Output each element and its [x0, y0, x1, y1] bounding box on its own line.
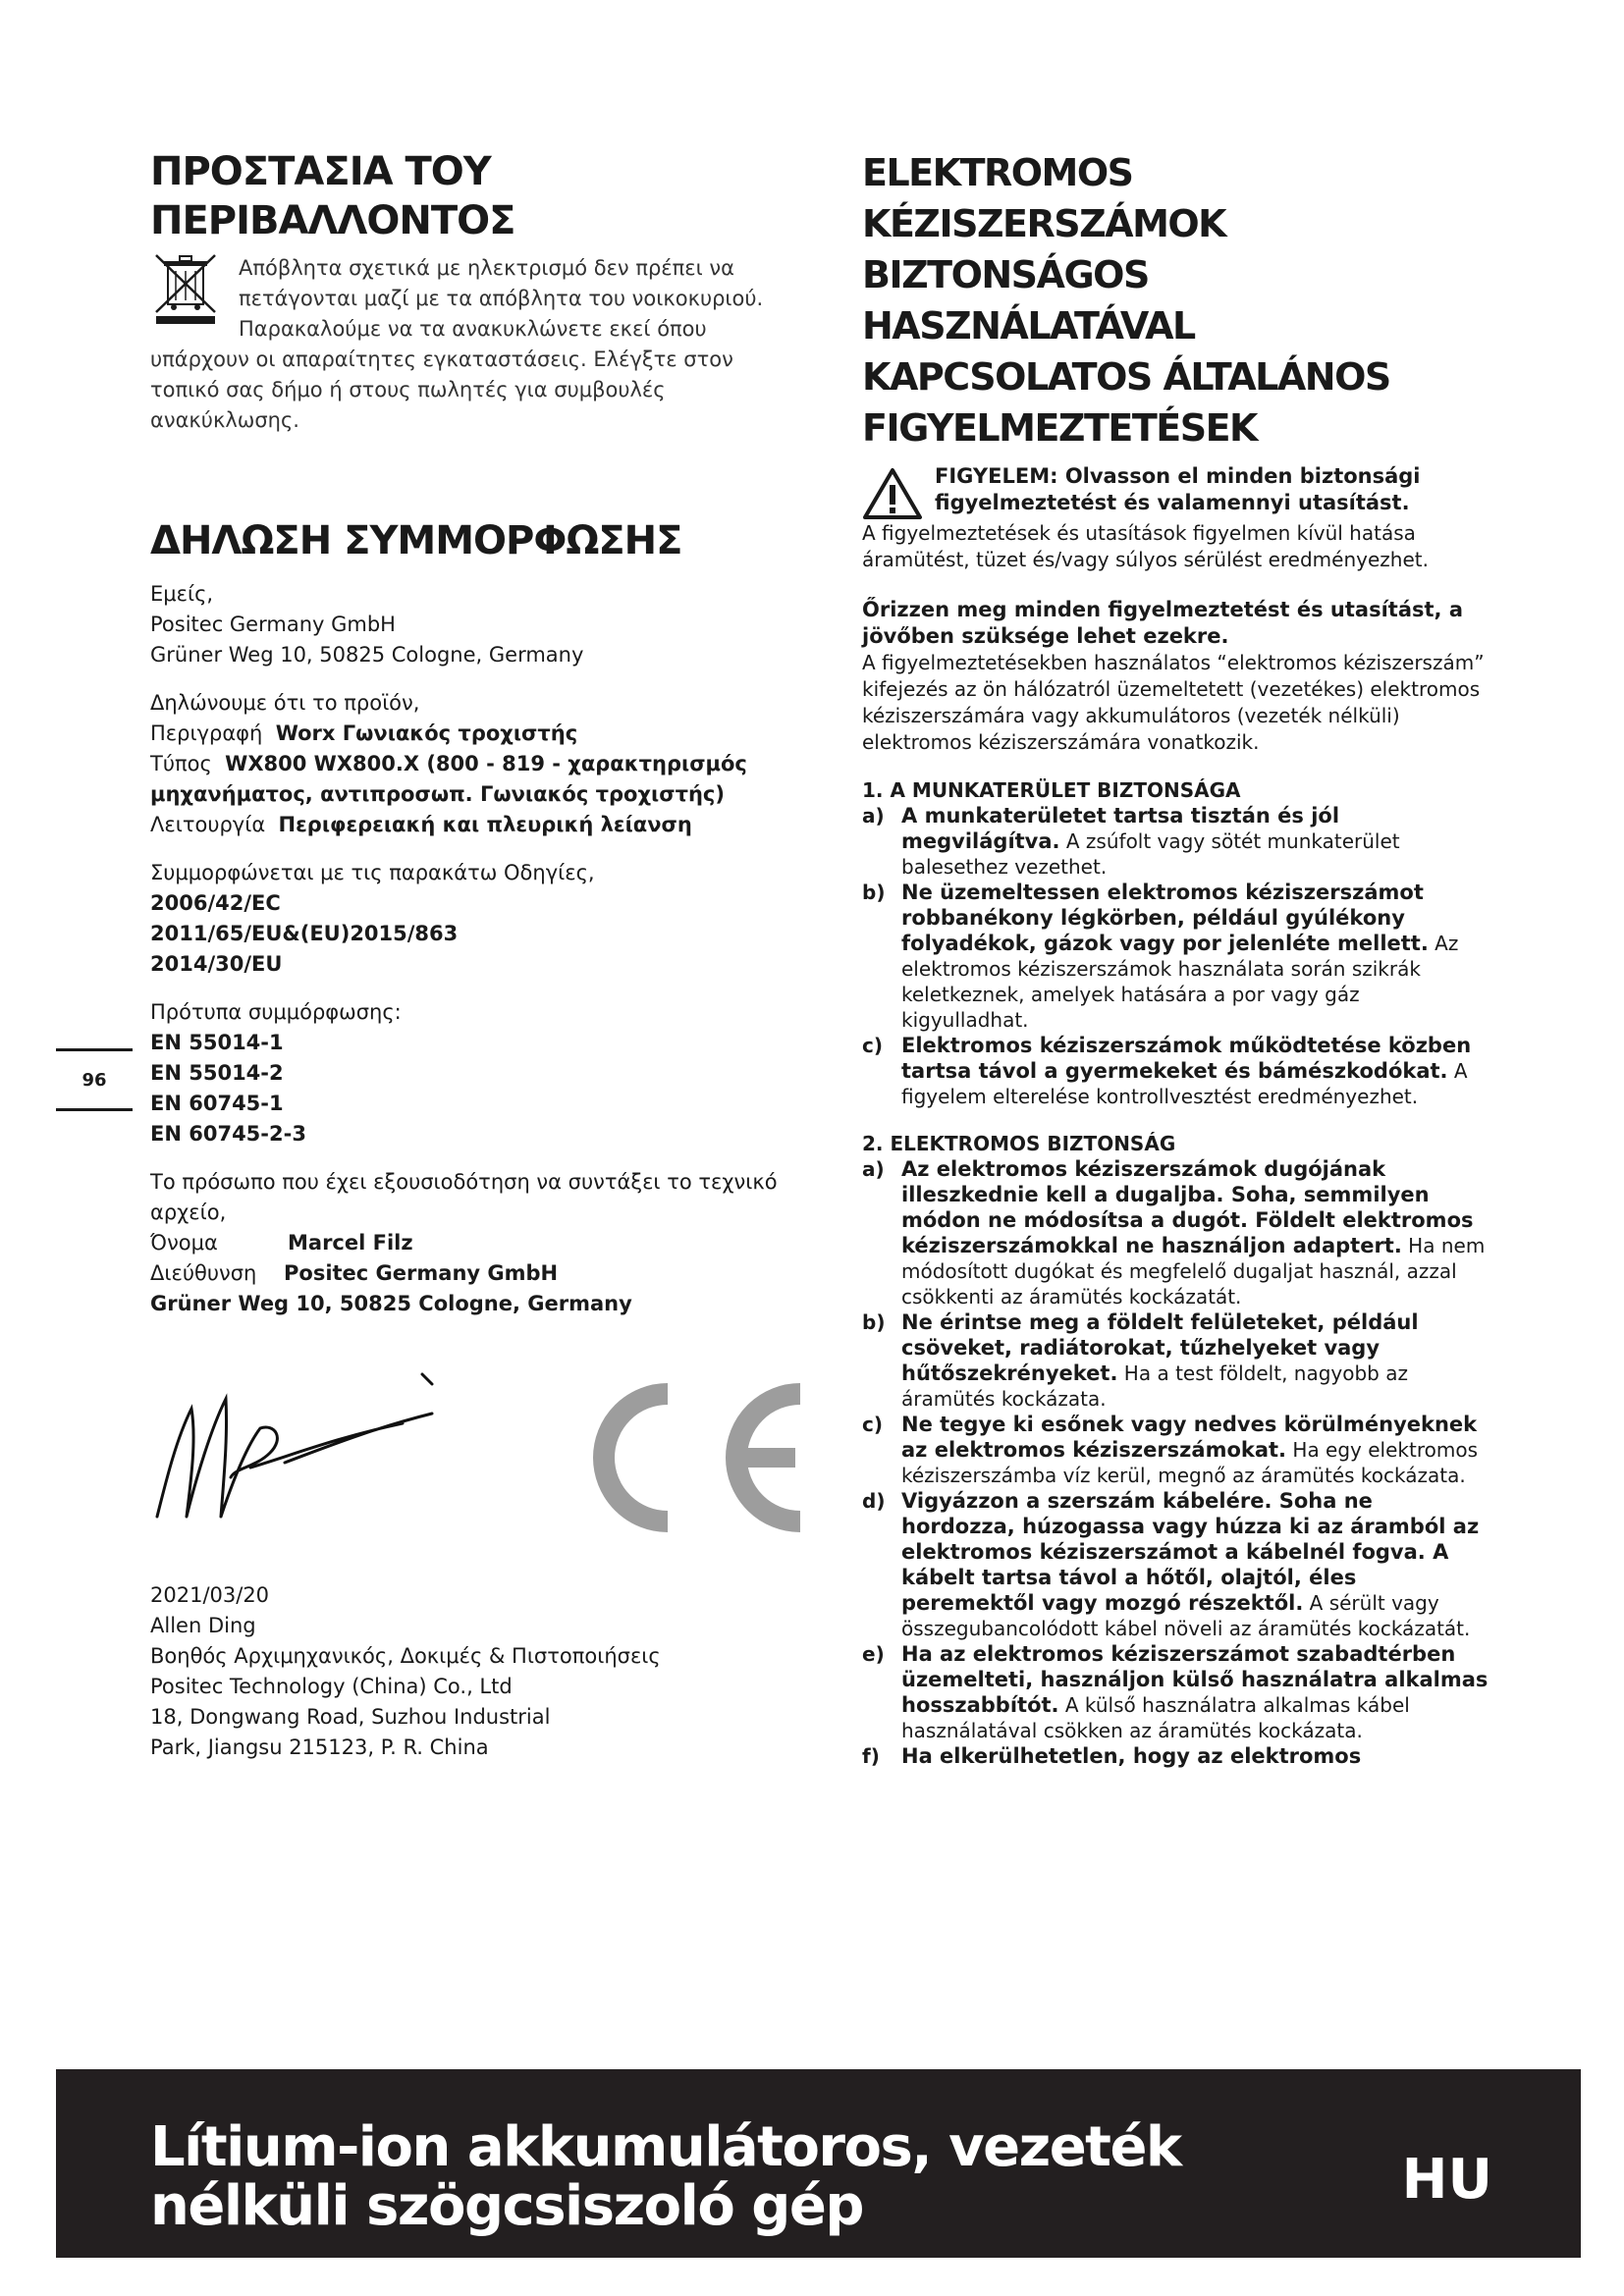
- warning-triangle-icon: [862, 467, 923, 520]
- authorized-text: Το πρόσωπο που έχει εξουσιοδότηση να συντάξει το τεχνικό αρχείο,: [150, 1170, 778, 1224]
- footer-title-line-2: nélküli szögcsiszoló gép: [150, 2174, 863, 2238]
- safety-title-line: KÉZISZERSZÁMOK: [862, 202, 1226, 245]
- list-item: [862, 1309, 1490, 1412]
- item-bold: Ne tegye ki esőnek vagy nedves körülményeknek az elektromos kéziszerszámokat.: [901, 1413, 1478, 1462]
- item-text: Ha nem módosított dugókat és megfelelő dugaljat használ, azzal csökkenti az áramütés kockázatát.: [901, 1234, 1486, 1308]
- item-text: Ha egy elektromos kéziszerszámba víz kerül, megnő az áramütés kockázata.: [901, 1438, 1478, 1487]
- list-item: [862, 1488, 1490, 1641]
- item-bold: Elektromos kéziszerszámok működtetése közben tartsa távol a gyermekeket és bámészkodókat.: [901, 1034, 1472, 1083]
- standards-label: Πρότυπα συμμόρφωσης:: [150, 1000, 402, 1024]
- type-row: [150, 749, 798, 810]
- company-address: Grüner Weg 10, 50825 Cologne, Germany: [150, 643, 584, 667]
- name-label: Όνομα: [150, 1231, 218, 1255]
- page-number: 96: [56, 1048, 133, 1111]
- item-text: A figyelem elterelése kontrollvesztést eredményezhet.: [901, 1059, 1468, 1108]
- address-value-2: Grüner Weg 10, 50825 Cologne, Germany: [150, 1292, 632, 1315]
- item-letter: e): [862, 1642, 885, 1666]
- footer-title-line-1: Lítium-ion akkumulátoros, vezeték: [150, 2115, 1181, 2179]
- item-bold: Vigyázzon a szerszám kábelére. Soha ne hordozza, húzogassa vagy húzza ki az áramból az elektromos kéziszerszámot a kábelnél fogva. A kábelt tartsa távol a hőtől, olajtól, éles peremektől vagy mozgó részektől.: [901, 1489, 1480, 1615]
- right-column: [862, 147, 1490, 1769]
- item-bold: A munkaterületet tartsa tisztán és jól megvilágítva.: [901, 804, 1340, 853]
- item-letter: a): [862, 804, 885, 828]
- we-text: Εμείς,: [150, 582, 214, 606]
- type-value: WX800 WX800.X (800 - 819 - χαρακτηρισμός μηχανήματος, αντιπροσωπ. Γωνιακός τροχιστής): [150, 752, 747, 806]
- item-bold: Ha az elektromos kéziszerszámot szabadtérben üzemelteti, használjon külső használatra alkalmas hosszabbítót.: [901, 1642, 1489, 1717]
- env-title-line-2: ΠΕΡΙΒΑΛΛΟΝΤΟΣ: [150, 198, 515, 243]
- list-item: [862, 1156, 1490, 1309]
- item-letter: f): [862, 1744, 880, 1768]
- language-code: HU: [1401, 2148, 1492, 2212]
- env-title-line-1: ΠΡΟΣΤΑΣΙΑ ΤΟΥ: [150, 149, 491, 194]
- item-letter: c): [862, 1034, 883, 1057]
- section-2-title: 2. ELEKTROMOS BIZTONSÁG: [862, 1132, 1176, 1155]
- section-2: [862, 1131, 1490, 1769]
- list-item: [862, 1412, 1490, 1488]
- item-bold: Az elektromos kéziszerszámok dugójának illeszkednie kell a dugaljba. Soha, semmilyen módon ne módosítsa a dugót. Földelt elektromos kéziszerszámokkal ne használjon adaptert.: [901, 1157, 1474, 1257]
- standard-item: EN 60745-2-3: [150, 1122, 306, 1146]
- declaration-body: [150, 579, 798, 1319]
- description-value: Worx Γωνιακός τροχιστής: [275, 721, 578, 745]
- warning-block: [862, 463, 1490, 573]
- signer-address-1: 18, Dongwang Road, Suzhou Industrial: [150, 1705, 551, 1729]
- directive-item: 2014/30/EU: [150, 952, 283, 976]
- weee-bin-icon: [150, 253, 227, 326]
- item-bold: Ne üzemeltessen elektromos kéziszerszámot robbanékony légkörben, például gyúlékony folyadékok, gázok vagy por jelenléte mellett.: [901, 881, 1429, 955]
- address-value-1: Positec Germany GmbH: [284, 1261, 559, 1285]
- address-row: [150, 1258, 798, 1289]
- item-text: A külső használatra alkalmas kábel használatával csökken az áramütés kockázata.: [901, 1693, 1410, 1742]
- signature-image: [137, 1369, 491, 1526]
- signer-company: Positec Technology (China) Co., Ltd: [150, 1675, 513, 1698]
- item-text: Az elektromos kéziszerszámok használata során szikrák keletkeznek, amelyek hatására a por vagy gáz kigyulladhat.: [901, 932, 1459, 1032]
- item-text: A zsúfolt vagy sötét munkaterület balesethez vezethet.: [901, 829, 1400, 879]
- directive-item: 2006/42/EC: [150, 891, 281, 915]
- signer-role: Βοηθός Αρχιμηχανικός, Δοκιμές & Πιστοποιήσεις: [150, 1644, 661, 1668]
- item-letter: b): [862, 881, 886, 904]
- name-value: Marcel Filz: [288, 1231, 413, 1255]
- footer-band: [56, 2069, 1581, 2258]
- declaration-title: ΔΗΛΩΣΗ ΣΥΜΜΟΡΦΩΣΗΣ: [150, 518, 682, 563]
- safety-title-line: ELEKTROMOS: [862, 151, 1133, 194]
- company-name: Positec Germany GmbH: [150, 613, 396, 636]
- description-label: Περιγραφή: [150, 721, 263, 745]
- safety-title-line: BIZTONSÁGOS HASZNÁLATÁVAL: [862, 253, 1195, 347]
- standard-item: EN 60745-1: [150, 1092, 284, 1115]
- env-section: [150, 253, 798, 436]
- item-bold: Ne érintse meg a földelt felületeket, például csöveket, radiátorokat, tűzhelyeket vagy hűtőszekrényeket.: [901, 1310, 1419, 1385]
- item-letter: c): [862, 1413, 883, 1436]
- function-value: Περιφερειακή και πλευρική λείανση: [278, 813, 692, 836]
- name-row: [150, 1228, 798, 1258]
- list-item: [862, 880, 1490, 1033]
- signer-address-2: Park, Jiangsu 215123, P. R. China: [150, 1735, 489, 1759]
- safety-title-line: KAPCSOLATOS ÁLTALÁNOS: [862, 355, 1390, 399]
- signer-block: [150, 1580, 661, 1763]
- function-row: [150, 810, 798, 840]
- warning-bold-text: FIGYELEM: Olvasson el minden biztonsági figyelmeztetést és valamennyi utasítást.: [935, 464, 1421, 514]
- safety-title-line: FIGYELMEZTETÉSEK: [862, 406, 1257, 450]
- ce-mark-icon: [555, 1374, 815, 1541]
- item-text: Ha a test földelt, nagyobb az áramütés kockázata.: [901, 1362, 1408, 1411]
- declare-text: Δηλώνουμε ότι το προϊόν,: [150, 691, 420, 715]
- address-row-2: [150, 1289, 798, 1319]
- item-bold: Ha elkerülhetetlen, hogy az elektromos: [901, 1744, 1362, 1768]
- warning-text: A figyelmeztetések és utasítások figyelmen kívül hatása áramütést, tüzet és/vagy súlyos sérülést eredményezhet.: [862, 521, 1429, 571]
- standard-item: EN 55014-2: [150, 1061, 284, 1085]
- keep-bold-text: Őrizzen meg minden figyelmeztetést és utasítást, a jövőben szüksége lehet ezekre.: [862, 598, 1463, 648]
- section-1: [862, 777, 1490, 1109]
- env-text: Απόβλητα σχετικά με ηλεκτρισμό δεν πρέπει να πετάγονται μαζί με τα απόβλητα του νοικοκυριού. Παρακαλούμε να τα ανακυκλώνετε εκεί όπου υπάρχουν οι απαραίτητες εγκαταστάσεις. Ελέγξτε στον τοπικό σας δήμο ή στους πωλητές για συμβουλές ανακύκλωσης.: [150, 256, 764, 432]
- description-row: [150, 719, 798, 749]
- item-text: A sérült vagy összegubancolódott kábel növeli az áramütés kockázatát.: [901, 1591, 1471, 1640]
- address-label: Διεύθυνση: [150, 1261, 257, 1285]
- list-item: [862, 1641, 1490, 1743]
- standard-item: EN 55014-1: [150, 1031, 284, 1054]
- list-item: [862, 1033, 1490, 1109]
- directive-item: 2011/65/EU&(EU)2015/863: [150, 922, 459, 945]
- footer-title: [150, 2115, 1230, 2238]
- keep-block: [862, 597, 1490, 756]
- function-label: Λειτουργία: [150, 813, 266, 836]
- section-1-title: 1. A MUNKATERÜLET BIZTONSÁGA: [862, 778, 1241, 802]
- list-item: [862, 1743, 1490, 1769]
- list-item: [862, 803, 1490, 880]
- item-letter: a): [862, 1157, 885, 1181]
- left-column: [150, 147, 798, 1759]
- complies-text: Συμμορφώνεται με τις παρακάτω Οδηγίες,: [150, 861, 595, 884]
- signer-name: Allen Ding: [150, 1614, 256, 1637]
- type-label: Τύπος: [150, 752, 212, 775]
- item-letter: d): [862, 1489, 886, 1513]
- keep-text: A figyelmeztetésekben használatos “elektromos kéziszerszám” kifejezés az ön hálózatról üzemeltetett (vezetékes) elektromos kéziszerszámára vagy akkumulátoros (vezeték nélküli) elektromos kéziszerszámára vonatkozik.: [862, 651, 1485, 754]
- item-letter: b): [862, 1310, 886, 1334]
- date: 2021/03/20: [150, 1583, 270, 1607]
